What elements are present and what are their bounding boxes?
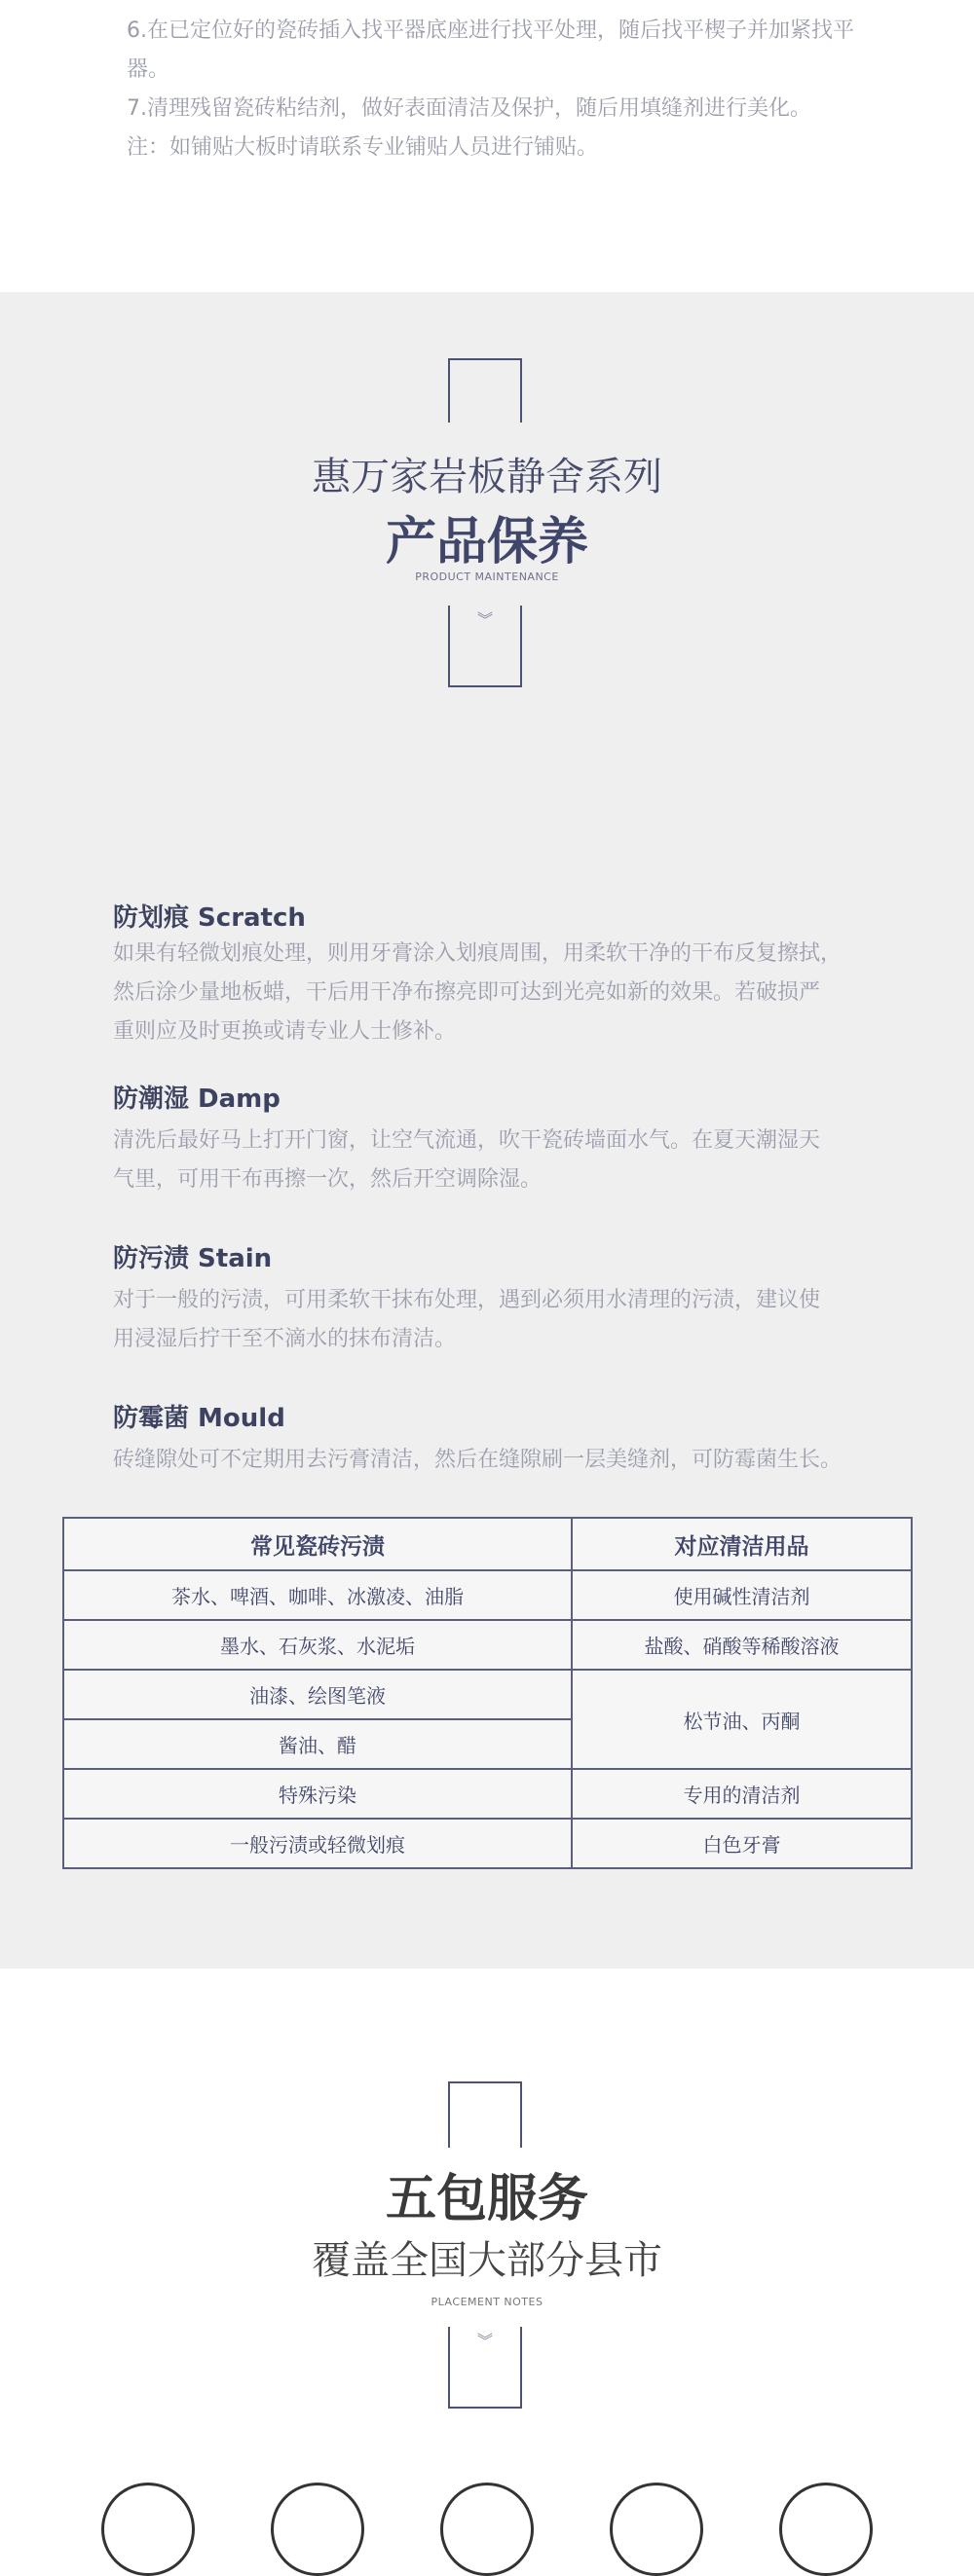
service-icon-4 xyxy=(610,2483,703,2576)
section-title: 产品保养 xyxy=(385,513,588,571)
table-row xyxy=(63,1670,912,1719)
install-step-6-cont: 器。 xyxy=(127,57,170,82)
service-tiny: PLACEMENT NOTES xyxy=(431,2296,543,2308)
table-row xyxy=(63,1620,912,1670)
table-row xyxy=(63,1769,912,1819)
care-body-stain: 对于一般的污渍，可用柔软干抹布处理，遇到必须用水清理的污渍，建议使 用浸湿后拧干至不滴水的抹布清洁。 xyxy=(113,1288,821,1351)
table-cell: 茶水、啤酒、咖啡、冰激凌、油脂 xyxy=(63,1570,572,1620)
table-cell: 特殊污染 xyxy=(63,1769,572,1819)
table-cell: 酱油、醋 xyxy=(63,1719,572,1769)
service-icon-5 xyxy=(779,2483,873,2576)
table-cell: 使用碱性清洁剂 xyxy=(572,1570,912,1620)
install-step-6: 6.在已定位好的瓷砖插入找平器底座进行找平处理，随后找平楔子并加紧找平 xyxy=(127,18,854,43)
section-subtitle: PRODUCT MAINTENANCE xyxy=(415,570,559,583)
header-frame-top xyxy=(448,358,522,423)
series-title: 惠万家岩板静舍系列 xyxy=(312,455,662,499)
installation-notes-section xyxy=(0,0,974,292)
service-title: 五包服务 xyxy=(385,2170,588,2228)
service-icon-1 xyxy=(101,2483,195,2576)
install-note: 注：如铺贴大板时请联系专业铺贴人员进行铺贴。 xyxy=(127,135,599,160)
service-icon-2 xyxy=(271,2483,364,2576)
service-icon-3 xyxy=(440,2483,534,2576)
table-header-cleaner: 对应清洁用品 xyxy=(572,1518,912,1570)
chevron-down-icon: ︾ xyxy=(476,610,493,629)
install-step-7: 7.清理残留瓷砖粘结剂，做好表面清洁及保护，随后用填缝剂进行美化。 xyxy=(127,96,811,121)
table-cell: 一般污渍或轻微划痕 xyxy=(63,1819,572,1868)
care-title-stain: 防污渍 Stain xyxy=(113,1244,273,1273)
table-row xyxy=(63,1570,912,1620)
service-subtitle: 覆盖全国大部分县市 xyxy=(312,2238,662,2283)
table-cell: 墨水、石灰浆、水泥垢 xyxy=(63,1620,572,1670)
care-title-damp: 防潮湿 Damp xyxy=(113,1085,281,1114)
table-cell: 白色牙膏 xyxy=(572,1819,912,1868)
service-frame-bottom xyxy=(448,2327,522,2409)
table-header-stain: 常见瓷砖污渍 xyxy=(63,1518,572,1570)
table-cell: 油漆、绘图笔液 xyxy=(63,1670,572,1719)
table-row xyxy=(63,1819,912,1868)
service-frame-top xyxy=(448,2081,522,2148)
table-cell: 盐酸、硝酸等稀酸溶液 xyxy=(572,1620,912,1670)
header-frame-bottom xyxy=(448,606,522,687)
care-body-damp: 清洗后最好马上打开门窗，让空气流通，吹干瓷砖墙面水气。在夏天潮湿天 气里，可用干布再擦一次，然后开空调除湿。 xyxy=(113,1128,821,1192)
care-body-mould: 砖缝隙处可不定期用去污膏清洁，然后在缝隙刷一层美缝剂，可防霉菌生长。 xyxy=(113,1448,843,1472)
stain-cleaning-table xyxy=(62,1517,913,1869)
chevron-down-icon: ︾ xyxy=(476,2332,493,2350)
table-header-row xyxy=(63,1518,912,1570)
table-cell: 专用的清洁剂 xyxy=(572,1769,912,1819)
care-title-mould: 防霉菌 Mould xyxy=(113,1404,285,1433)
care-body-scratch: 如果有轻微划痕处理，则用牙膏涂入划痕周围，用柔软干净的干布反复擦拭， 然后涂少量地板蜡，干后用干净布擦亮即可达到光亮如新的效果。若破损严 重则应及时更换或请专业人士修补。 xyxy=(113,941,843,1044)
table-cell: 松节油、丙酮 xyxy=(572,1670,912,1769)
care-title-scratch: 防划痕 Scratch xyxy=(113,903,306,933)
